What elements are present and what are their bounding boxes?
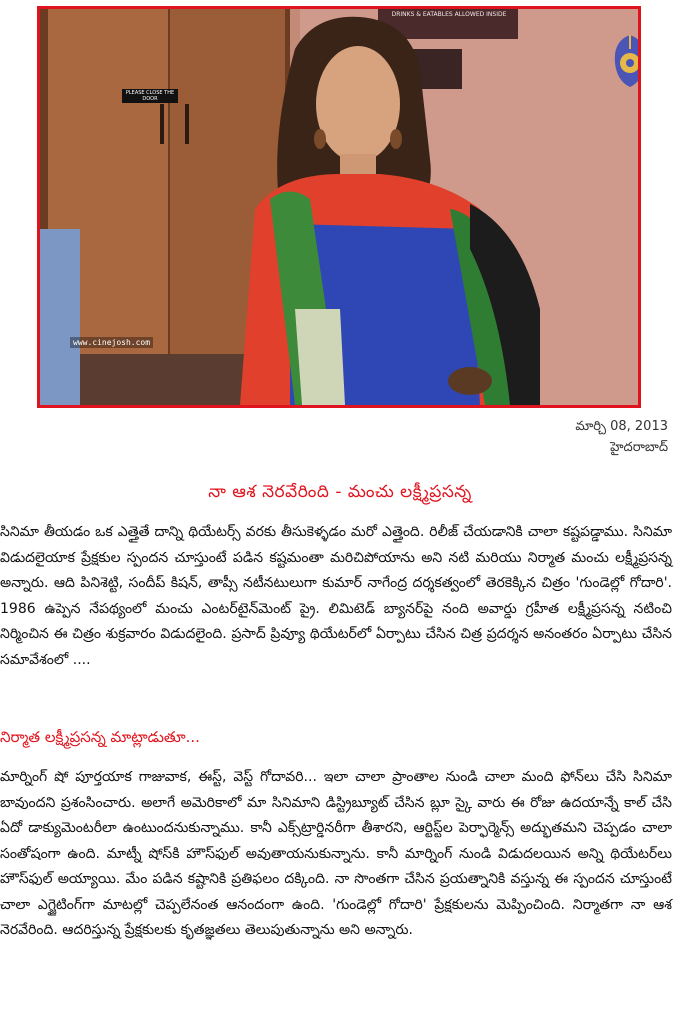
article-paragraph-1: సినిమా తీయడం ఒక ఎత్తైతే దాన్ని థియేటర్స్ వరకు తీసుకెళ్ళడం మరో ఎత్తైంది. రిలీజ్ చేయడానికి చాలా కష్టపడ్డాము. సినిమా విడుదలైయాక ప్రేక్షకుల స్పందన చూస్తుంటే పడిన కష్టమంతా మరిచిపోయాను అని నటి మరియు నిర్మాత మంచు లక్ష్మీప్రసన్న అన్నారు. ఆది పినిశెట్టి, సందీప్ కిషన్, తాప్సీ నటీనటులుగా కుమార్ నాగేంద్ర దర్శకత్వంలో తెరకెక్కిన చిత్రం 'గుండెల్లో గోదారి'. 1986 ఉప్పెన నేపథ్యంలో మంచు ఎంటర్‌టైన్‌మెంట్ ప్రై. లిమిటెడ్ బ్యానర్‌పై నంది అవార్డు గ్రహీత లక్ష్మీప్రసన్న నటించి నిర్మించిన ఈ చిత్రం శుక్రవారం విడుదలైంది. ప్రసాద్ ప్రివ్యూ థియేటర్‌లో ఏర్పాటు చేసిన చిత్ర ప్రదర్శన అనంతరం ఏర్పాటు చేసిన సమావేశంలో ....	[0, 524, 672, 668]
article-location: హైదరాబాద్	[610, 440, 668, 455]
poster-text: DRINKS & EATABLES ALLOWED INSIDE	[391, 11, 507, 18]
article-headline: నా ఆశ నెరవేరింది - మంచు లక్ష్మీప్రసన్న	[208, 482, 472, 502]
cinejosh-logo-icon	[605, 31, 641, 91]
article-subheading: నిర్మాత లక్ష్మీప్రసన్న మాట్లాడుతూ...	[0, 728, 200, 746]
article-meta	[575, 416, 668, 458]
article-paragraph-2: మార్నింగ్ షో పూర్తయాక గాజువాక, ఈస్ట్, వెస్ట్ గోదావరి... ఇలా చాలా ప్రాంతాల నుండి చాలా మంది ఫోన్‌లు చేసి సినిమా బావుందని ప్రశంసించారు. అలాగే అమెరికాలో మా సినిమాని డిస్ట్రిబ్యూట్ చేసిన బ్లూ స్కై వారు ఈ రోజు ఉదయాన్నే కాల్ చేసి ఏదో డాక్యుమెంటరీలా ఉంటుందనుకున్నాము. కానీ ఎక్స్‌ట్రార్డినరీగా తీశారని, ఆర్టిస్ట్‌ల పెర్ఫార్మెన్స్ అద్భుతమని చెప్పడం చాలా సంతోషంగా ఉంది. మాట్నీ షోస్‌కి హౌస్‌ఫుల్ అవుతాయనుకున్నాను. కానీ మార్నింగ్ నుండి విడుదలయిన అన్ని థియేటర్‌లు హౌస్‌ఫుల్ అయ్యాయి. మేం పడిన కష్టానికి ప్రతిఫలం దక్కింది. నా సొంతగా చేసిన ప్రయత్నానికి వస్తున్న ఈ స్పందన చూస్తుంటే చాలా ఎగ్జైటింగ్‌గా మాటల్లో చెప్పలేనంత ఆనందంగా ఉంది. 'గుండెల్లో గోదారి' ప్రేక్షకులను మెప్పించింది. నిర్మాతగా నా ఆశ నెరవేరింది. ఆదరిస్తున్న ప్రేక్షకులకు కృతజ్ఞతలు తెలుపుతున్నాను అని అన్నారు.	[0, 769, 672, 938]
door-sign: PLEASE CLOSE THE DOOR	[122, 89, 178, 103]
article-photo	[37, 6, 641, 408]
photo-watermark: www.cinejosh.com	[70, 337, 153, 348]
article-date: మార్చి 08, 2013	[575, 419, 668, 434]
